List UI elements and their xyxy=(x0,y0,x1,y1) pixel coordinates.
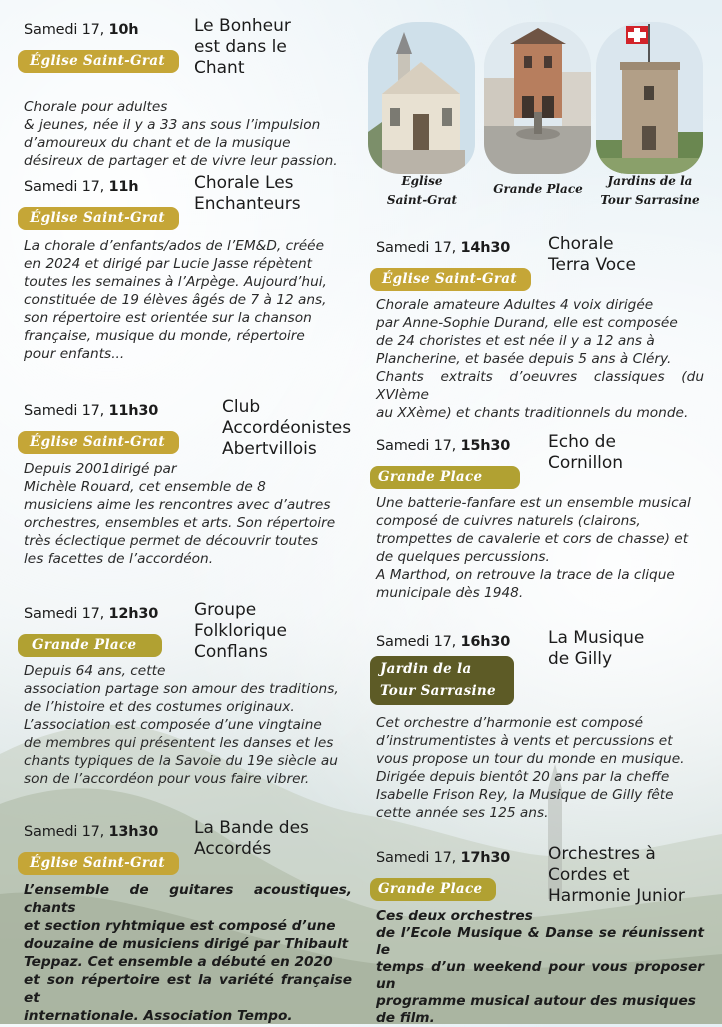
event-title: Echo de Cornillon xyxy=(548,432,624,473)
photo-strip xyxy=(360,22,716,222)
event-description: Depuis 64 ans, cette association partage son amour des traditions, de l’histoire et des costumes originaux. L’association est composée d’une vingtaine de membres qui présentent les danses et les chants typiques de la Savoie du 19e siècle au son de l’accordéon pour vous faire vibrer. xyxy=(24,663,339,787)
event-datetime: Samedi 17, 11h xyxy=(24,179,139,195)
event-description: L’ensemble de guitares acoustiques, chants et section ryhtmique est composé d’une douzaine de musiciens dirigé par Thibault Teppaz. Cet ensemble a débuté en 2020 et son répertoire est la variété française et internationale. Association Tempo. xyxy=(24,882,352,1024)
event-title: Groupe Folklorique Conflans xyxy=(194,600,288,662)
event-card xyxy=(24,600,352,788)
venue-badge: Église Saint-Grat xyxy=(18,852,179,875)
photo-caption-grande-place: Grande Place xyxy=(493,182,583,196)
event-datetime: Samedi 17, 16h30 xyxy=(376,634,511,650)
event-card xyxy=(24,173,352,363)
event-description: Cet orchestre d’harmonie est composé d’instrumentistes à vents et percussions et vous propose un tour du monde en musique. Dirigée depuis bientôt 20 ans par la cheffe Isabelle Frison Rey, la Musique de Gilly fête cette année ses 125 ans. xyxy=(376,715,685,821)
event-title: Chorale Terra Voce xyxy=(548,234,636,275)
venue-badge: Grande Place xyxy=(370,466,520,489)
venue-badge: Église Saint-Grat xyxy=(18,207,179,230)
event-datetime: Samedi 17, 12h30 xyxy=(24,606,159,622)
photo-caption-eglise: Eglise Saint-Grat xyxy=(386,174,458,207)
event-description: Chorale pour adultes & jeunes, née il y a 33 ans sous l’impulsion d’amoureux du chant et de la musique désireux de partager et de vivre leur passion. xyxy=(24,99,338,169)
photo-caption-jardins: Jardins de la Tour Sarrasine xyxy=(600,174,700,207)
event-title: La Musique de Gilly xyxy=(548,628,645,669)
tour-sarrasine-photo xyxy=(596,22,703,174)
event-title: Chorale Les Enchanteurs xyxy=(194,173,301,214)
event-datetime: Samedi 17, 17h30 xyxy=(376,850,511,866)
event-description: La chorale d’enfants/ados de l’EM&D, créée en 2024 et dirigé par Lucie Jasse répètent toutes les semaines à l’Arpège. Aujourd’hui, constituée de 19 élèves âgés de 7 à 12 ans, son répertoire est orientée sur la chanson française, musique du monde, répertoire pour enfants... xyxy=(24,238,327,362)
event-card xyxy=(24,397,352,568)
event-datetime: Samedi 17, 14h30 xyxy=(376,240,511,256)
event-title: La Bande des Accordés xyxy=(194,818,309,859)
venue-badge: Église Saint-Grat xyxy=(370,268,531,291)
venue-badge: Grande Place xyxy=(18,634,162,657)
event-datetime: Samedi 17, 13h30 xyxy=(24,824,159,840)
eglise-photo xyxy=(368,22,475,174)
venue-badge: Jardin de la Tour Sarrasine xyxy=(370,656,514,705)
event-datetime: Samedi 17, 11h30 xyxy=(24,403,159,419)
event-card xyxy=(376,628,704,822)
grande-place-photo xyxy=(484,22,591,174)
event-description: Ces deux orchestres de l’Ecole Musique & Danse se réunissent le temps d’un weekend pour vous proposer un programme musical autour des musiques de film. xyxy=(376,908,704,1026)
event-card xyxy=(24,16,352,170)
venue-badge: Église Saint-Grat xyxy=(18,50,179,73)
event-description: Une batterie-fanfare est un ensemble musical composé de cuivres naturels (clairons, trompettes de cavalerie et cors de chasse) et de quelques percussions. A Marthod, on retrouve la trace de la clique municipale dès 1948. xyxy=(376,495,691,601)
event-card xyxy=(376,432,704,602)
event-description: Depuis 2001dirigé par Michèle Rouard, cet ensemble de 8 musiciens aime les rencontres avec d’autres orchestres, ensembles et arts. Son répertoire très éclectique permet de découvrir toutes les facettes de l’accordéon. xyxy=(24,461,336,567)
event-title: Club Accordéonistes Abertvillois xyxy=(222,397,352,459)
event-title: Orchestres à Cordes et Harmonie Junior xyxy=(548,844,685,906)
event-datetime: Samedi 17, 15h30 xyxy=(376,438,511,454)
event-card xyxy=(376,234,704,422)
event-card xyxy=(376,844,704,1027)
event-title: Le Bonheur est dans le Chant xyxy=(194,16,291,78)
event-card xyxy=(24,818,352,1025)
venue-badge: Grande Place xyxy=(370,878,496,901)
event-description: Chorale amateure Adultes 4 voix dirigée par Anne-Sophie Durand, elle est composée de 24 choristes et est née il y a 12 ans à Plancherine, et basée depuis 5 ans à Cléry. Chants extraits d’oeuvres classiques (du XVIème au XXème) et chants traditionnels du monde. xyxy=(376,297,704,421)
venue-badge: Église Saint-Grat xyxy=(18,431,179,454)
event-datetime: Samedi 17, 10h xyxy=(24,22,139,38)
